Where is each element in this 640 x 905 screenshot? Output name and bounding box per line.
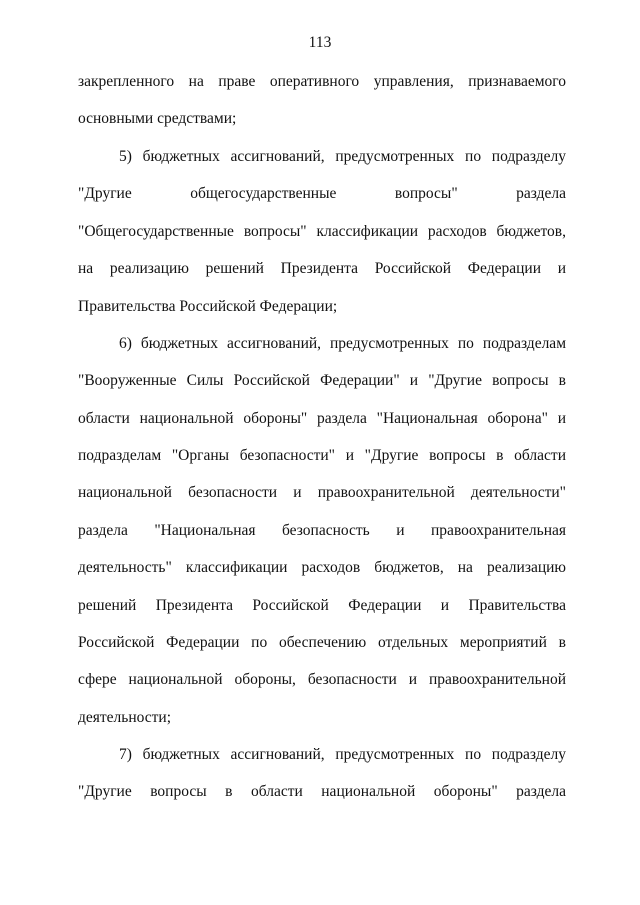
text-line: деятельность" классификации расходов бюджетов, на реализацию bbox=[78, 559, 566, 576]
text-line: раздела "Национальная безопасность и правоохранительная bbox=[78, 522, 566, 539]
text-line: области национальной обороны" раздела "Национальная оборона" и bbox=[78, 410, 566, 427]
text-line: деятельности; bbox=[78, 709, 172, 726]
text-line: сфере национальной обороны, безопасности и правоохранительной bbox=[78, 671, 566, 688]
text-line: на реализацию решений Президента Российской Федерации и bbox=[78, 260, 566, 277]
text-line: закрепленного на праве оперативного управления, признаваемого bbox=[78, 73, 566, 90]
text-line: решений Президента Российской Федерации и Правительства bbox=[78, 597, 566, 614]
text-line: "Другие общегосударственные вопросы" раздела bbox=[78, 185, 566, 202]
text-line: основными средствами; bbox=[78, 110, 237, 127]
text-line: "Вооруженные Силы Российской Федерации" и "Другие вопросы в bbox=[78, 372, 566, 389]
text-line: Правительства Российской Федерации; bbox=[78, 298, 338, 315]
text-line: 6) бюджетных ассигнований, предусмотренных по подразделам bbox=[119, 335, 566, 352]
page-number: 113 bbox=[308, 34, 332, 51]
text-line: Российской Федерации по обеспечению отдельных мероприятий в bbox=[78, 634, 566, 651]
text-line: 7) бюджетных ассигнований, предусмотренных по подразделу bbox=[119, 746, 566, 763]
text-line: национальной безопасности и правоохранительной деятельности" bbox=[78, 484, 566, 501]
text-line: подразделам "Органы безопасности" и "Другие вопросы в области bbox=[78, 447, 566, 464]
text-line: "Общегосударственные вопросы" классификации расходов бюджетов, bbox=[78, 223, 566, 240]
text-line: 5) бюджетных ассигнований, предусмотренных по подразделу bbox=[119, 148, 566, 165]
text-line: "Другие вопросы в области национальной обороны" раздела bbox=[78, 783, 566, 800]
